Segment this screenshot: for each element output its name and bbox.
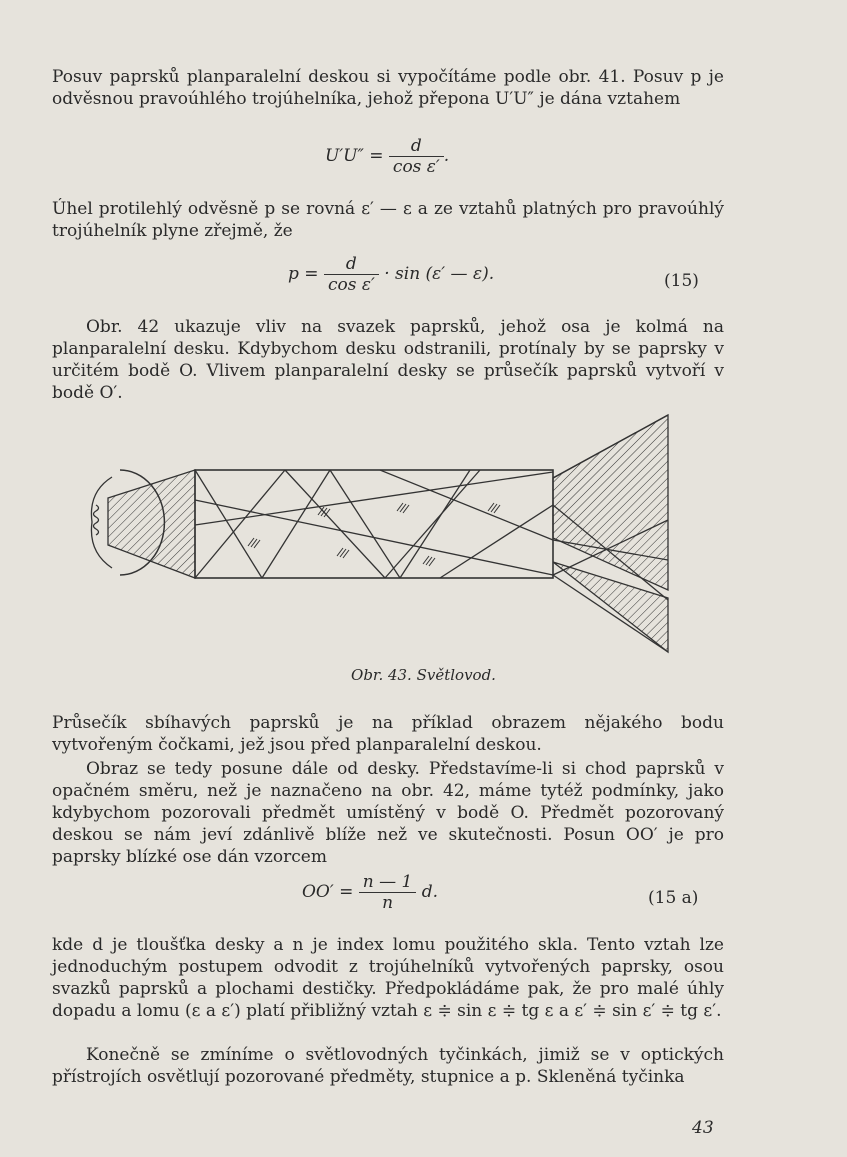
formula-15a [302,872,438,913]
glass-rod [195,470,553,578]
formula-15-denominator: cos ε′ [324,274,379,295]
formula-uu-denominator: cos ε′ [389,156,444,177]
formula-uu-numerator: d [410,136,422,156]
paragraph-7: Konečně se zmíníme o světlovodných tyčinkách, jimiž se v optických přístrojích osvětlují pozorované předměty, stupnice a p. Skleněná tyčinka [52,1045,724,1087]
formula-15-tail: · sin (ε′ — ε). [384,264,495,284]
formula-15a-tail: d. [421,882,439,902]
paragraph-1: Posuv paprsků planparalelní deskou si vypočítáme podle obr. 41. Posuv p je odvěsnou pravoúhlého trojúhelníka, jehož přepona U′U″ je dána vztahem [52,67,724,109]
formula-15-lhs: p = [288,264,319,284]
page-number: 43 [692,1118,714,1138]
formula-uu-tail: . [443,146,450,166]
paragraph-6: kde d je tloušťka desky a n je index lomu použitého skla. Tento vztah lze jednoduchým postupem odvodit z trojúhelníků vytvořených paprsky, osou svazků paprsků a plochami destičky. Předpokládáme pak, že pro malé úhly dopadu a lomu (ε a ε′) platí přibližný vztah ε ≑ sin ε ≑ tg ε a ε′ ≑ sin ε′ ≑ tg ε′. [52,935,724,1021]
formula-15a-numerator: n — 1 [362,872,413,892]
formula-15a-lhs: OO′ = [302,882,354,902]
formula-15-numerator: d [345,254,357,274]
equation-number-15a: (15 a) [648,888,699,908]
formula-15a-fraction [359,872,417,913]
figure-caption: Obr. 43. Světlovod. [351,666,496,684]
paragraph-2: Úhel protilehlý odvěsně p se rovná ε′ — ε a ze vztahů platných pro pravoúhlý trojúhelník plyne zřejmě, že [52,199,724,241]
internal-rays [195,470,553,578]
exit-beam-upper [553,415,668,590]
paragraph-5: Obraz se tedy posune dále od desky. Představíme-li si chod paprsků v opačném směru, než je naznačeno na obr. 42, máme tytéž podmínky, jako kdybychom pozorovali předmět umístěný v bodě O. Předmět pozorovaný deskou se nám jeví zdánlivě blíže než ve skutečnosti. Posun OO′ je pro paprsky blízké ose dán vzorcem [52,759,724,867]
paragraph-4: Průsečík sbíhavých paprsků je na příklad obrazem nějakého bodu vytvořeným čočkami, jež jsou před planparalelní deskou. [52,713,724,755]
formula-uu-lhs: U′U″ = [325,146,384,166]
equation-number-15: (15) [664,271,699,291]
formula-15a-denominator: n [359,892,417,913]
lamp-filament [94,505,99,535]
entry-cone-hatch [108,470,195,578]
paragraph-3: Obr. 42 ukazuje vliv na svazek paprsků, jehož osa je kolmá na planparalelní desku. Kdybychom desku odstranili, protínaly by se paprsky v určitém bodě O. Vlivem planparalelní desky se průsečík paprsků vytvoří v bodě O′. [52,317,724,403]
